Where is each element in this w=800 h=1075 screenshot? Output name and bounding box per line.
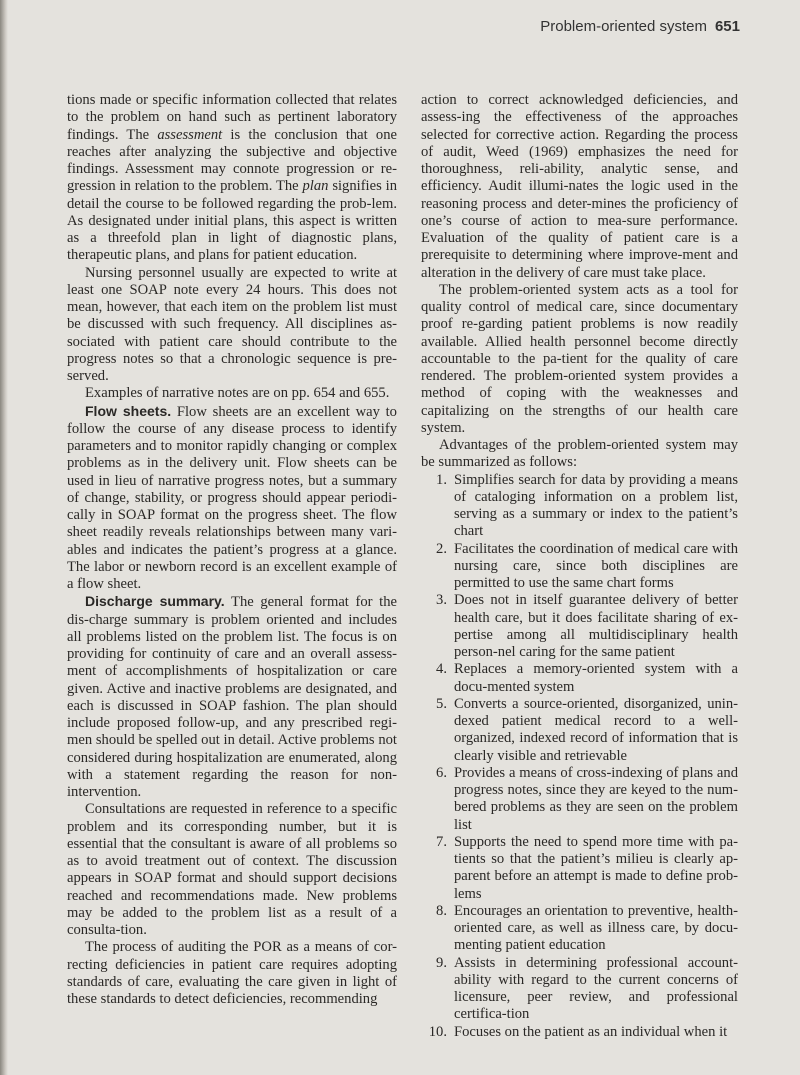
paragraph: The problem-oriented system acts as a tool for quality control of medical care, since documentary proof re-garding patient problems is now readily available. Allied health personnel become directly accountable to the pa-tient for the quality of care rendered. The problem-oriented system provides a method of coping with the weaknesses and capitalizing on the strengths of our health care system. xyxy=(421,281,738,436)
list-item: 1. Simplifies search for data by providing a means of cataloging information on a problem list, serving as a summary or index to the patient’s chart xyxy=(436,471,738,540)
list-item: 10. Focuses on the patient as an individual when it xyxy=(428,1023,728,1040)
term-plan: plan xyxy=(302,178,329,195)
paragraph: The process of auditing the POR as a means of cor-recting deficiencies in patient care requires adopting standards of care, evaluating the care given in light of these standards to detect deficiencies, recommending xyxy=(67,939,397,1007)
paragraph: tions made or specific information collected that relates to the problem on hand such as pertinent laboratory findings. The assessment is the conclusion that one reaches after analyzing the subjective and objective findings. Assessment may connote progression or re-gression in relation to the problem. The plan signifies in detail the course to be followed regarding the prob-lem. As designated under initial plans, this aspect is written as a threefold plan in light of diagnostic plans, therapeutic plans, and plans for patient education. xyxy=(67,92,397,264)
advantages-list xyxy=(421,472,738,1041)
list-item: 2. Facilitates the coordination of medical care with nursing care, since both disciplines are permitted to use the same chart forms xyxy=(436,540,738,591)
paragraph: Discharge summary. The general format for the dis-charge summary is problem oriented and includes all problems listed on the problem list. The focus is on providing for continuity of care and an overall assess-ment of accomplishments of hospitalization or care given. Active and inactive problems are designated, and each is discussed in SOAP fashion. The plan should include proposed follow-up, and any prescribed regi-men should be spelled out in detail. Active problems not considered during hospitalization are enumerated, along with a statement regarding the reason for non-intervention. xyxy=(67,593,397,800)
page-number: 651 xyxy=(714,18,740,35)
running-title: Problem-oriented system xyxy=(540,18,707,35)
left-column xyxy=(67,92,397,1008)
section-heading-discharge-summary: Discharge summary. xyxy=(85,593,225,610)
list-item: 8. Encourages an orientation to preventive, health-oriented care, as well as illness care, by docu-menting patient education xyxy=(436,902,738,954)
page-binding-edge xyxy=(0,0,8,1075)
section-heading-flow-sheets: Flow sheets. xyxy=(85,402,172,419)
paragraph: action to correct acknowledged deficiencies, and assess-ing the effectiveness of the approaches selected for corrective action. Regarding the process of audit, Weed (1969) emphasizes the need for thoroughness, reli-ability, analytic sense, and efficiency. Audit illumi-nates the logic used in the reasoning process and deter-mines the proficiency of one’s course of action to mea-sure performance. Evaluation of the quality of patient care is a prerequisite to determining where improve-ment and alteration in the delivery of care must take place. xyxy=(421,92,738,281)
list-item: 7. Supports the need to spend more time with pa-tients so that the patient’s milieu is clearly ap-parent before an attempt is made to define prob-lems xyxy=(436,833,738,902)
list-item: 3. Does not in itself guarantee delivery of better health care, but it does facilitate sharing of ex-pertise among all multidisciplinary health person-nel caring for the same patient xyxy=(436,592,738,660)
paragraph: Examples of narrative notes are on pp. 654 and 655. xyxy=(85,385,390,402)
term-assessment: assessment xyxy=(157,126,223,143)
paragraph: Nursing personnel usually are expected to write at least one SOAP note every 24 hours. This does not mean, however, that each item on the problem list must be discussed with such frequency. All disciplines as-sociated with patient care should contribute to the progress notes so that a chronologic sequence is pre-served. xyxy=(67,264,397,384)
list-item: 6. Provides a means of cross-indexing of plans and progress notes, since they are keyed to the num-bered problems as they are seen on the problem list xyxy=(436,764,738,833)
paragraph: Flow sheets. Flow sheets are an excellent way to follow the course of any disease process to identify parameters and to monitor rapidly changing or complex problems as in the delivery unit. Flow sheets can be used in lieu of narrative progress notes, but a summary of change, stability, or progress should appear periodi-cally in SOAP format on the progress sheet. The flow sheet readily reveals relationships between many vari-ables and indicates the patient’s progress at a glance. The labor or newborn record is an excellent example of a flow sheet. xyxy=(67,402,397,592)
list-item: 9. Assists in determining professional account-ability with regard to the current concerns of licensure, peer review, and professional certifica-tion xyxy=(436,954,738,1023)
running-header xyxy=(540,18,740,35)
right-column xyxy=(421,92,738,1041)
paragraph: Advantages of the problem-oriented system may be summarized as follows: xyxy=(421,437,738,471)
list-item: 5. Converts a source-oriented, disorganized, unin-dexed patient medical record to a well-organized, indexed record of information that is clearly visible and retrievable xyxy=(436,695,738,764)
list-item: 4. Replaces a memory-oriented system with a docu-mented system xyxy=(436,661,738,695)
paragraph: Consultations are requested in reference to a specific problem and its corresponding number, but it is essential that the consultant is aware of all problems so as to avoid treatment out of context. The discussion appears in SOAP format and should support decisions reached and recommendations made. New problems may be added to the problem list as a result of a consulta-tion. xyxy=(67,801,397,938)
